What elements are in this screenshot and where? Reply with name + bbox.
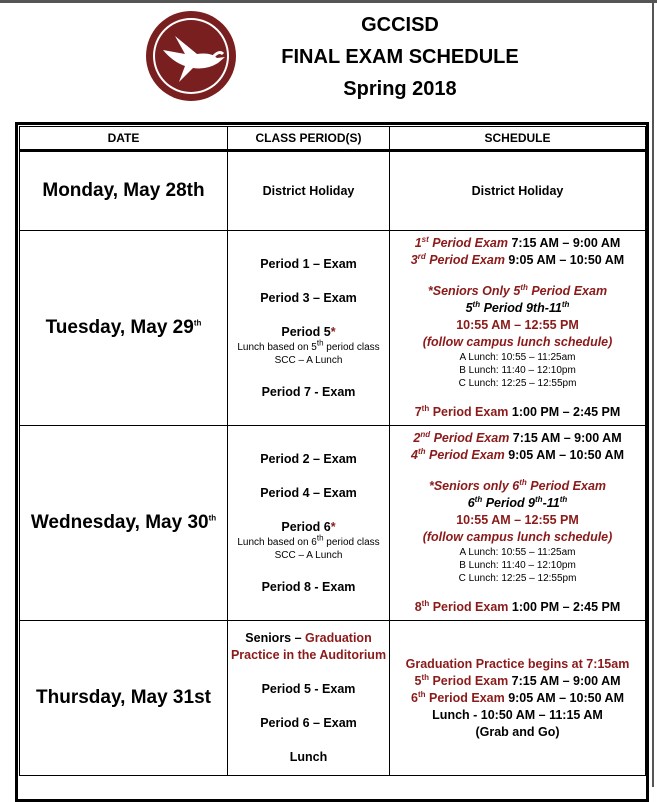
col-header-class-periods: CLASS PERIOD(S) [228,127,390,151]
date-cell: Monday, May 28th [20,151,228,231]
table-header-row [20,127,646,151]
table-row [20,231,646,426]
periods-cell: Seniors – Graduation Practice in the Auditorium Period 5 - Exam Period 6 – Exam Lunch [228,621,390,776]
periods-cell: District Holiday [228,151,390,231]
schedule-cell: 2nd Period Exam 7:15 AM – 9:00 AM 4th Period Exam 9:05 AM – 10:50 AM *Seniors only 6th Period Exam 6th Period 9th-11th 10:55 AM – 12:55 PM (follow campus lunch schedule) A Lunch: 10:55 – 11:25am B Lunch: 11:40 – 12:10pm C Lunch: 12:25 – 12:55pm 8th Period Exam 1:00 PM – 2:45 PM [390,426,646,621]
col-header-schedule: SCHEDULE [390,127,646,151]
schedule-cell: District Holiday [390,151,646,231]
date-cell: Thursday, May 31st [20,621,228,776]
date-cell: Wednesday, May 30th [20,426,228,621]
district-logo-icon [145,10,237,102]
schedule-cell: Graduation Practice begins at 7:15am 5th Period Exam 7:15 AM – 9:00 AM 6th Period Exam 9:05 AM – 10:50 AM Lunch - 10:50 AM – 11:15 AM (Grab and Go) [390,621,646,776]
table-row [20,151,646,231]
col-header-date: DATE [20,127,228,151]
table-row [20,621,646,776]
periods-cell: Period 1 – Exam Period 3 – Exam Period 5* Lunch based on 5th period class SCC – A Lunch Period 7 - Exam [228,231,390,426]
right-border [652,0,654,787]
header-line-3: Spring 2018 [343,78,457,100]
periods-cell: Period 2 – Exam Period 4 – Exam Period 6* Lunch based on 6th period class SCC – A Lunch Period 8 - Exam [228,426,390,621]
exam-schedule-table [19,126,646,776]
top-border [0,0,657,3]
schedule-cell: 1st Period Exam 7:15 AM – 9:00 AM 3rd Period Exam 9:05 AM – 10:50 AM *Seniors Only 5th Period Exam 5th Period 9th-11th 10:55 AM – 12:55 PM (follow campus lunch schedule) A Lunch: 10:55 – 11:25am B Lunch: 11:40 – 12:10pm C Lunch: 12:25 – 12:55pm 7th Period Exam 1:00 PM – 2:45 PM [390,231,646,426]
table-row [20,426,646,621]
date-cell: Tuesday, May 29th [20,231,228,426]
header-line-1: GCCISD [361,14,439,36]
header-line-2: FINAL EXAM SCHEDULE [281,46,519,68]
